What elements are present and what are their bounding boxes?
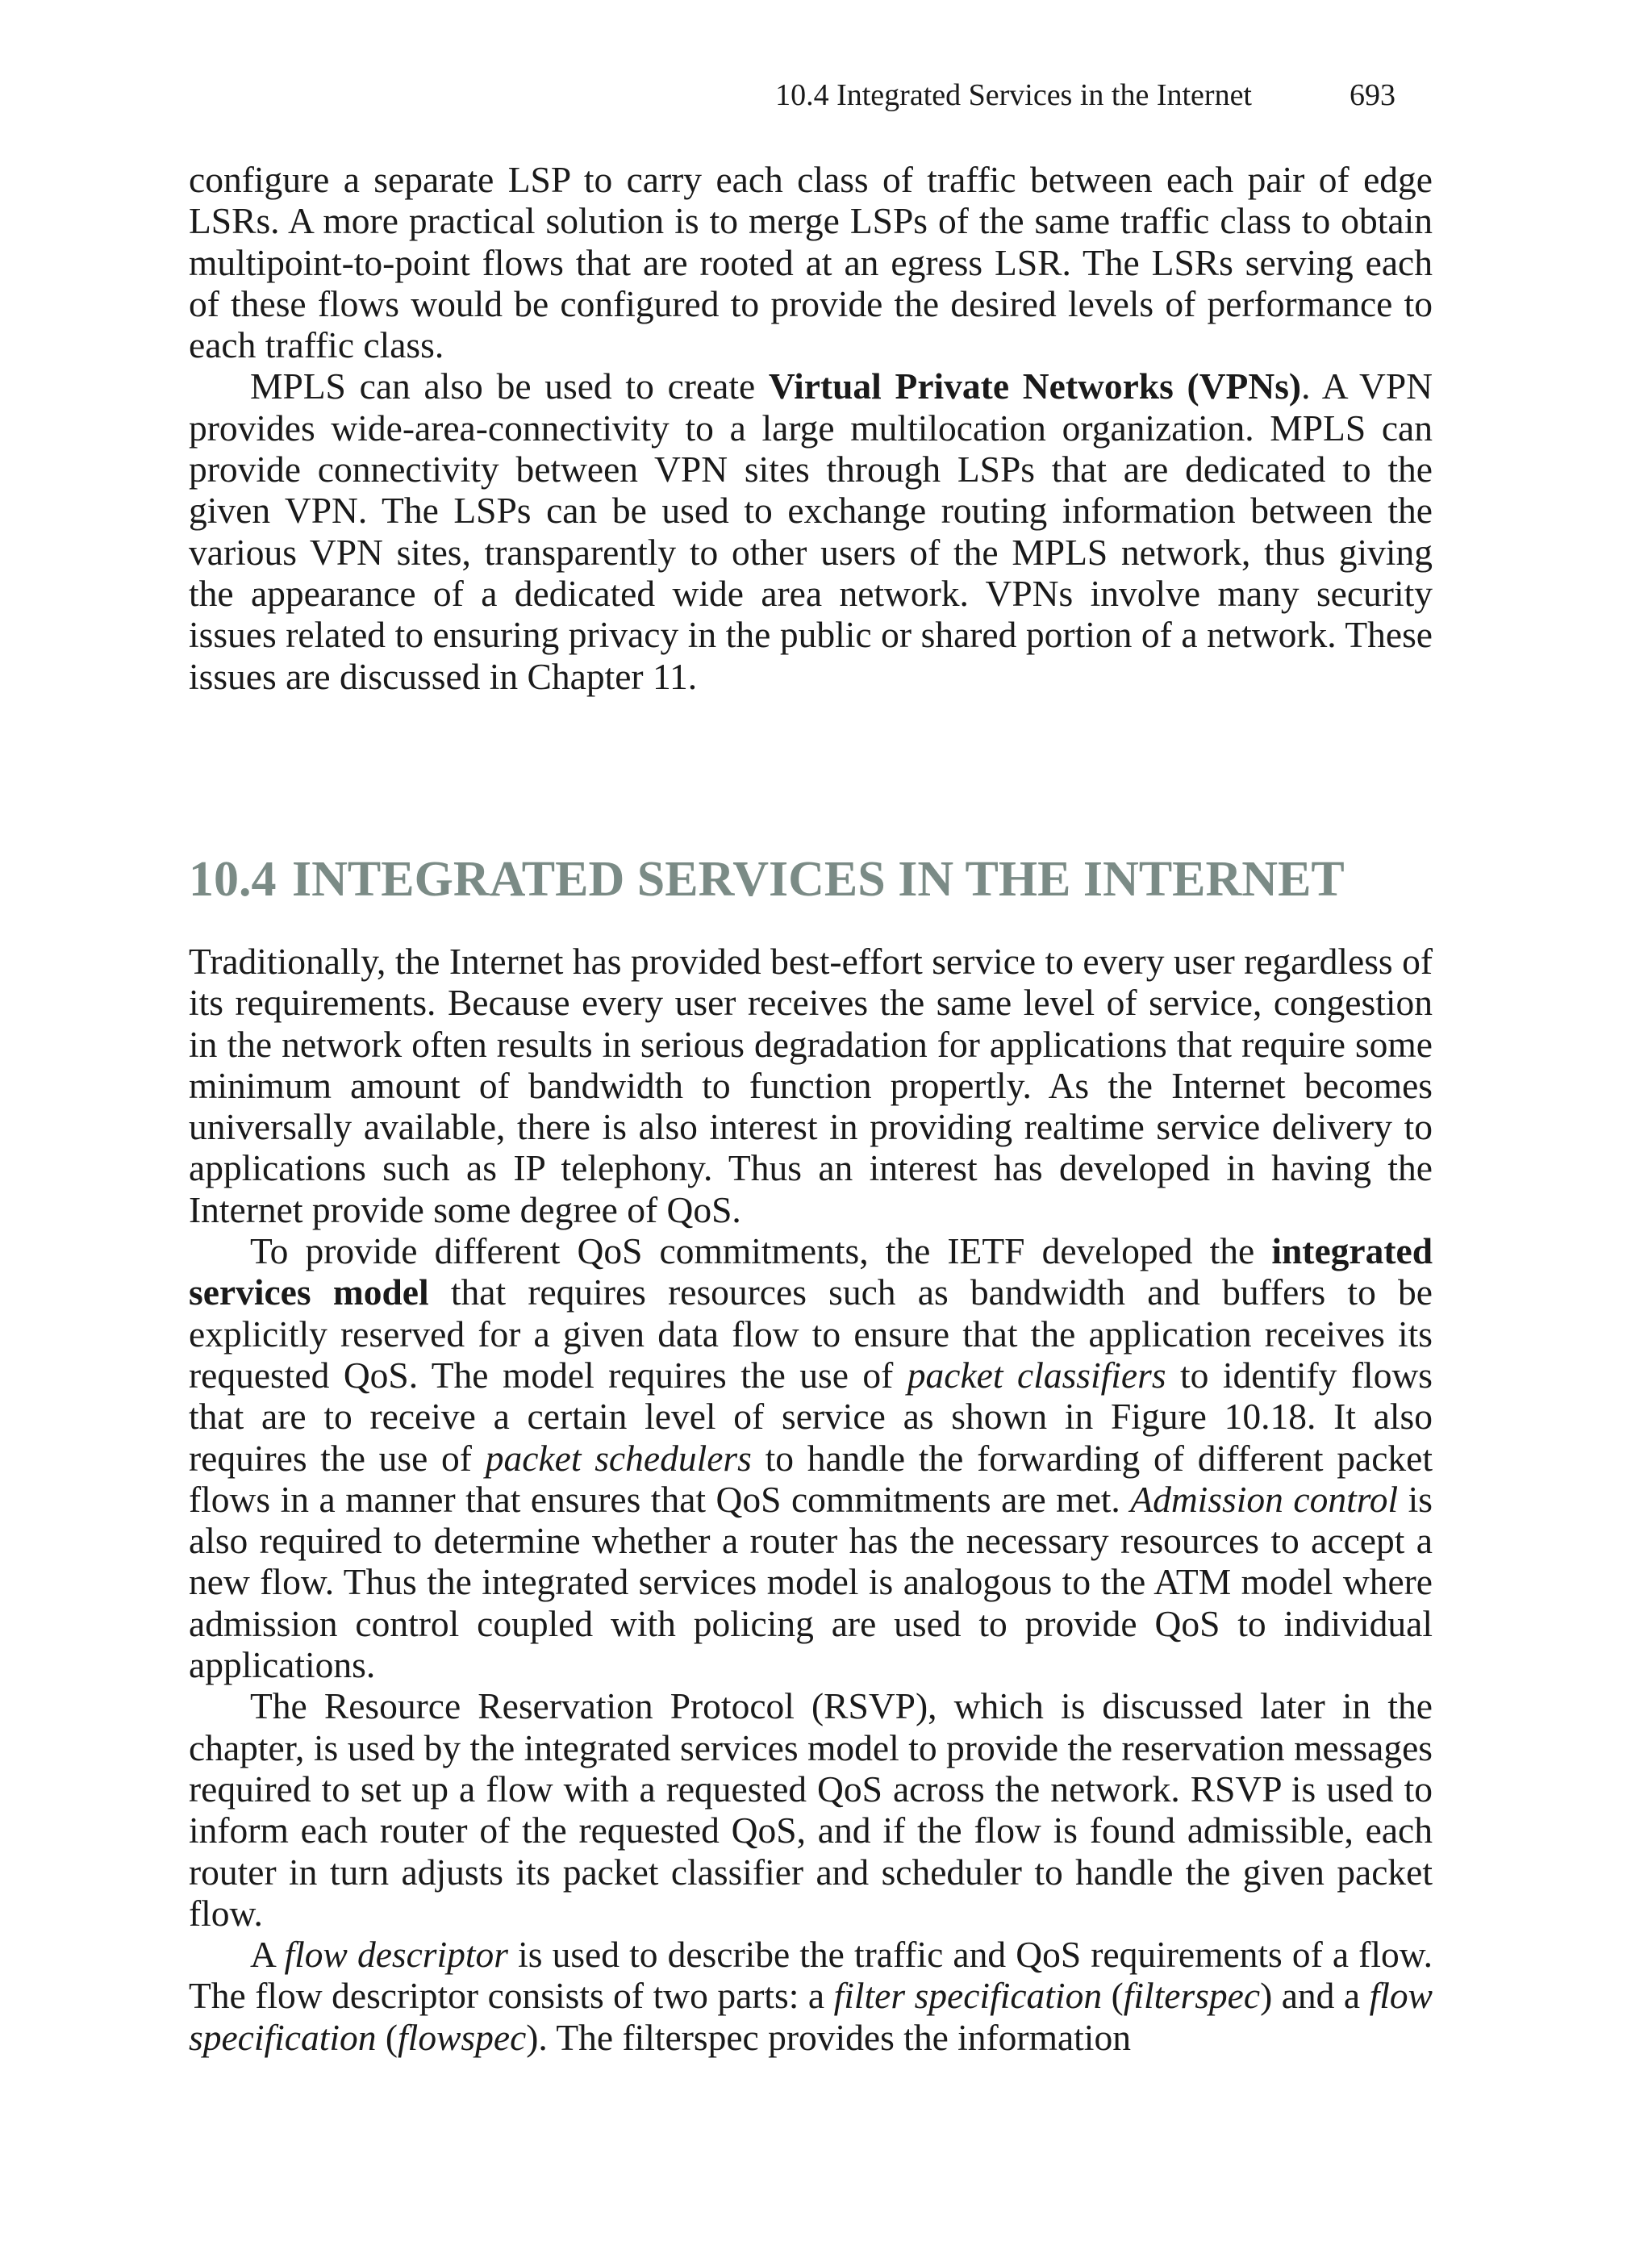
top-text-block — [189, 159, 1433, 697]
italic-term: filter specification — [833, 1975, 1103, 2017]
running-head — [189, 74, 1395, 116]
italic-term: flowspec — [398, 2016, 527, 2058]
text-run: ) and a — [1260, 1975, 1370, 2017]
text-run: is used to describe the traffic and QoS requirements of a flow. The flow descriptor consists of two parts: a — [189, 1934, 1433, 2017]
italic-term: flow specification — [189, 1975, 1433, 2058]
text-run: ( — [376, 2016, 398, 2058]
paragraph — [189, 365, 1433, 696]
running-head-title: 10.4 Integrated Services in the Internet — [775, 78, 1252, 112]
italic-term: Admission control — [1130, 1478, 1399, 1520]
italic-term: packet classifiers — [907, 1354, 1166, 1396]
paragraph-text: Traditionally, the Internet has provided best-effort service to every user regardless of its requirements. Because every user receives the same level of service, congestion in the network often results in serious degradation for applications that require some minimum amount of bandwidth to function propertly. As the Internet becomes universally available, there is also interest in providing realtime service delivery to applications such as IP telephony. Thus an interest has developed in having the Internet provide some degree of QoS. — [189, 941, 1433, 1230]
paragraph — [189, 941, 1433, 1230]
paragraph — [189, 1230, 1433, 1685]
italic-term: filterspec — [1123, 1975, 1261, 2017]
paragraph-text: configure a separate LSP to carry each class of traffic between each pair of edge LSRs. A more practical solution is to merge LSPs of the same traffic class to obtain multipoint-to-point flows that are rooted at an egress LSR. The LSRs serving each of these flows would be configured to provide the desired levels of performance to each traffic class. — [189, 159, 1433, 366]
text-run: ). The filterspec provides the information — [526, 2016, 1131, 2058]
paragraph — [189, 159, 1433, 365]
bold-term: integrated services model — [189, 1230, 1433, 1313]
text-run: MPLS can also be used to create — [250, 365, 769, 407]
section-number: 10.4 — [189, 852, 277, 907]
text-run: to handle the forwarding of different packet flows in a manner that ensures that QoS commitments are met. — [189, 1437, 1433, 1520]
text-run: ( — [1102, 1975, 1124, 2017]
text-run: To provide different QoS commitments, the IETF developed the — [250, 1230, 1272, 1272]
paragraph — [189, 1934, 1433, 2058]
italic-term: packet schedulers — [485, 1437, 752, 1479]
paragraph-text: The Resource Reservation Protocol (RSVP), which is discussed later in the chapter, is used by the integrated services model to provide the reservation messages required to set up a flow with a requested QoS across the network. RSVP is used to inform each router of the requested QoS, and if the flow is found admissible, each router in turn adjusts its packet classifier and scheduler to handle the given packet flow. — [189, 1685, 1433, 1934]
paragraph — [189, 1685, 1433, 1934]
text-run: is also required to determine whether a router has the necessary resources to accept a new flow. Thus the integrated services model is analogous to the ATM model where admission control coupled with policing are used to provide QoS to individual applications. — [189, 1478, 1433, 1686]
text-run: that requires resources such as bandwidth and buffers to be explicitly reserved for a given data flow to ensure that the application receives its requested QoS. The model requires the use of — [189, 1271, 1433, 1396]
bold-term: Virtual Private Networks (VPNs) — [768, 365, 1302, 407]
section-title: INTEGRATED SERVICES IN THE INTERNET — [292, 852, 1345, 907]
main-text-block — [189, 941, 1433, 2058]
text-run: . A VPN provides wide-area-connectivity to a large multilocation organization. MPLS can provide connectivity between VPN sites through LSPs that are dedicated to the given VPN. The LSPs can be used to exchange routing information between the various VPN sites, transparently to other users of the MPLS network, thus giving the appearance of a dedicated wide area network. VPNs involve many security issues related to ensuring privacy in the public or shared portion of a network. These issues are discussed in Chapter 11. — [189, 365, 1433, 697]
text-run: A — [250, 1934, 285, 1976]
section-heading — [189, 847, 1433, 912]
page-number: 693 — [1350, 78, 1395, 112]
italic-term: flow descriptor — [284, 1934, 509, 1976]
text-run: to identify flows that are to receive a certain level of service as shown in Figure 10.18. It also requires the use of — [189, 1354, 1433, 1479]
